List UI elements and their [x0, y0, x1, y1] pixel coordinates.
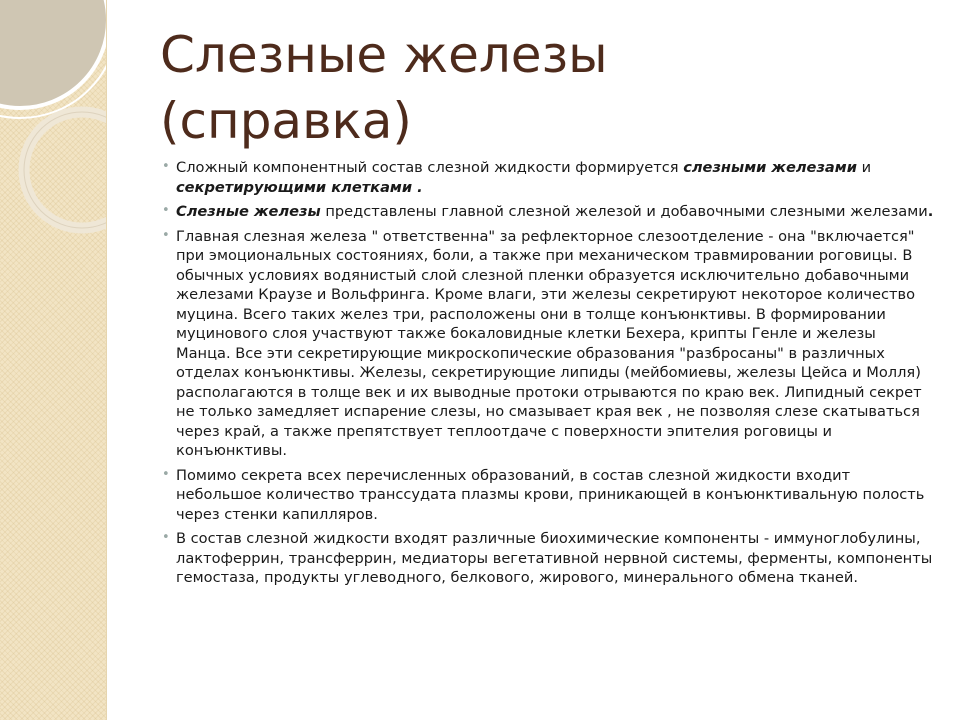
emphasis-secreting-cells: секретирующими клетками	[176, 178, 413, 196]
decorative-sidebar	[0, 0, 107, 720]
bullet-item-transudate: • Помимо секрета всех перечисленных образований, в состав слезной жидкости входит небольшое количество транссудата плазмы крови, приникающей в конъюнктивальную полость через стенки капилляров.	[160, 466, 935, 525]
bullet-item-glands	[160, 202, 935, 222]
bullet-item-composition	[160, 158, 935, 197]
text: представлены главной слезной железой и добавочными слезными железами	[320, 203, 928, 220]
emphasis-lacrimal-glands: слезными железами	[683, 159, 857, 176]
title-line-2: (справка)	[160, 92, 412, 150]
text: и	[856, 159, 872, 176]
emphasis-lacrimal-glands: Слезные железы	[176, 203, 321, 220]
bullet-item-biochemical: • В состав слезной жидкости входят различные биохимические компоненты - иммуноглобулины, лактоферрин, трансферрин, медиаторы вегетативной нервной системы, ферменты, компоненты гемостаза, продукты углеводного, белкового, жирового, минерального обмена тканей.	[160, 529, 935, 588]
bullet-list	[160, 158, 935, 593]
text: Сложный компонентный состав слезной жидкости формируется	[176, 159, 684, 176]
text: .	[412, 178, 423, 196]
bullet-item-main-gland: • Главная слезная железа " ответственна" за рефлекторное слезоотделение - она "включается" при эмоциональных состояниях, боли, а также при механическом травмировании роговицы. В обычных условиях водянистый слой слезной пленки образуется исключительно добавочными железами Краузе и Вольфринга. Кроме влаги, эти железы секретируют некоторое количество муцина. Всего таких желез три, расположены они в толще конъюнктивы. В формировании муцинового слоя участвуют также бокаловидные клетки Бехера, крипты Генле и железы Манца. Все эти секретирующие микроскопические образования "разбросаны" в различных отделах конъюнктивы. Железы, секретирующие липиды (мейбомиевы, железы Цейса и Молля) располагаются в толще век и их выводные протоки отрываются по краю век. Липидный секрет не только замедляет испарение слезы, но смазывает края век , не позволяя слезе скатываться через край, а также препятствует теплоотдаче с поверхности эпителия роговицы и конъюнктивы.	[160, 227, 935, 461]
text: .	[927, 203, 934, 220]
title-line-1: Слезные железы	[160, 26, 608, 84]
page-title	[160, 22, 920, 154]
decorative-circles-graphic	[0, 0, 106, 720]
